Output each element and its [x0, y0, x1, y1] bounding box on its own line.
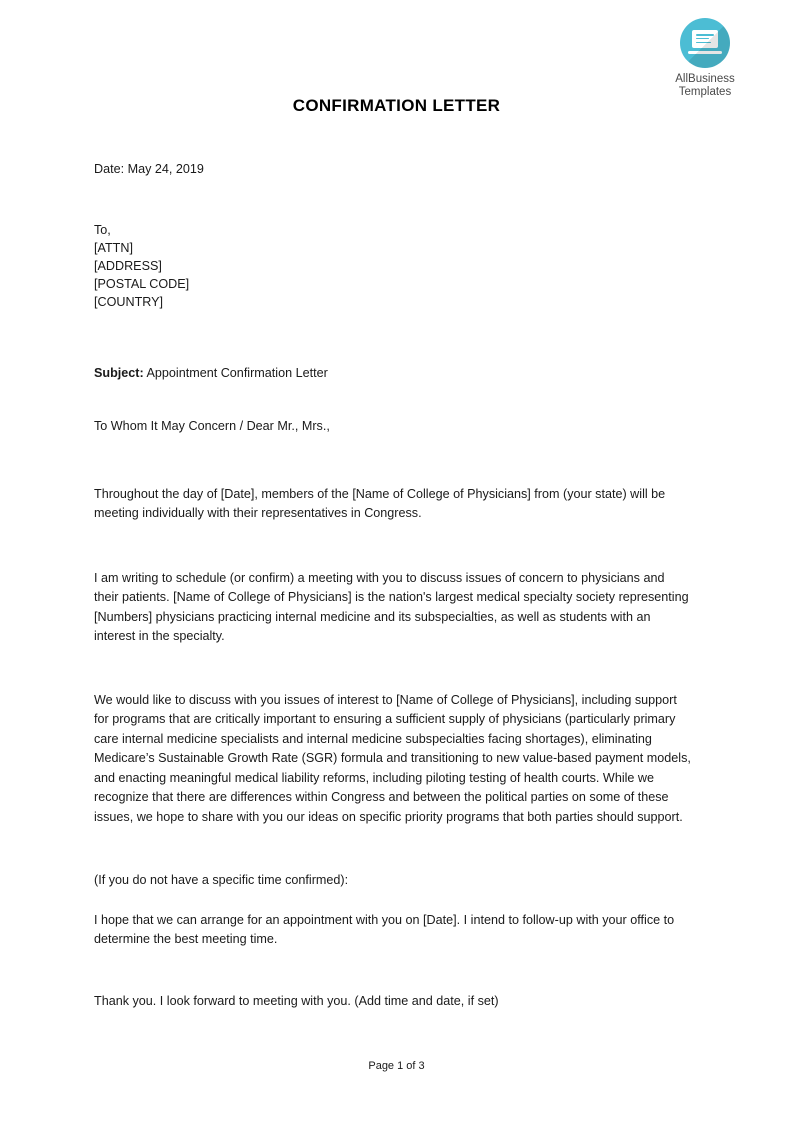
recipient-line-postal-code: [POSTAL CODE] [94, 277, 190, 292]
body-paragraph: (If you do not have a specific time confirmed): [94, 873, 349, 888]
subject-value: Appointment Confirmation Letter [146, 365, 328, 380]
body-paragraph: I hope that we can arrange for an appointment with you on [Date]. I intend to follow-up with your office to determine the best meeting time. [94, 912, 675, 947]
body-paragraph: We would like to discuss with you issues of interest to [Name of College of Physicians], including support for programs that are critically important to ensuring a sufficient supply of physicians (particularly primary care internal medicine specialists and internal medicine subspecialties facing shortages), eliminating Medicare’s Sustainable Growth Rate (SGR) formula and transitioning to new value-based payment models, and enacting meaningful medical liability reforms, including piloting testing of health courts. While we recognize that there are differences within Congress and between the political parties on some of these issues, we hope to share with you our ideas on specific priority programs that both parties should support. [94, 692, 691, 824]
body-paragraph: Thank you. I look forward to meeting with you. (Add time and date, if set) [94, 993, 499, 1008]
brand-name-line1: AllBusiness [675, 73, 735, 85]
body-paragraph: Throughout the day of [Date], members of the [Name of College of Physicians] from (your state) will be meeting individually with their representatives in Congress. [94, 486, 666, 521]
logo-shadow [680, 18, 730, 68]
recipient-line-address: [ADDRESS] [94, 258, 162, 273]
page-footer: Page 1 of 3 [368, 1060, 425, 1072]
recipient-line-attn: [ATTN] [94, 240, 133, 255]
subject-line [94, 364, 692, 384]
letter-body [94, 160, 692, 1011]
recipient-block [94, 221, 692, 312]
subject-label: Subject: [94, 365, 144, 380]
laptop-icon [680, 18, 730, 68]
recipient-line-country: [COUNTRY] [94, 295, 164, 310]
date-line: Date: May 24, 2019 [94, 162, 204, 176]
brand-logo [653, 18, 757, 99]
brand-name-line2: Templates [678, 86, 732, 98]
recipient-line-to: To, [94, 222, 111, 237]
salutation: To Whom It May Concern / Dear Mr., Mrs., [94, 419, 330, 434]
body-paragraph: I am writing to schedule (or confirm) a meeting with you to discuss issues of concern to physicians and their patients. [Name of College of Physicians] is the nation's largest medical specialty society representing [Numbers] physicians practicing internal medicine and its subspecialties, as well as students with an interest in the specialty. [94, 570, 689, 644]
page-title: CONFIRMATION LETTER [292, 96, 501, 115]
